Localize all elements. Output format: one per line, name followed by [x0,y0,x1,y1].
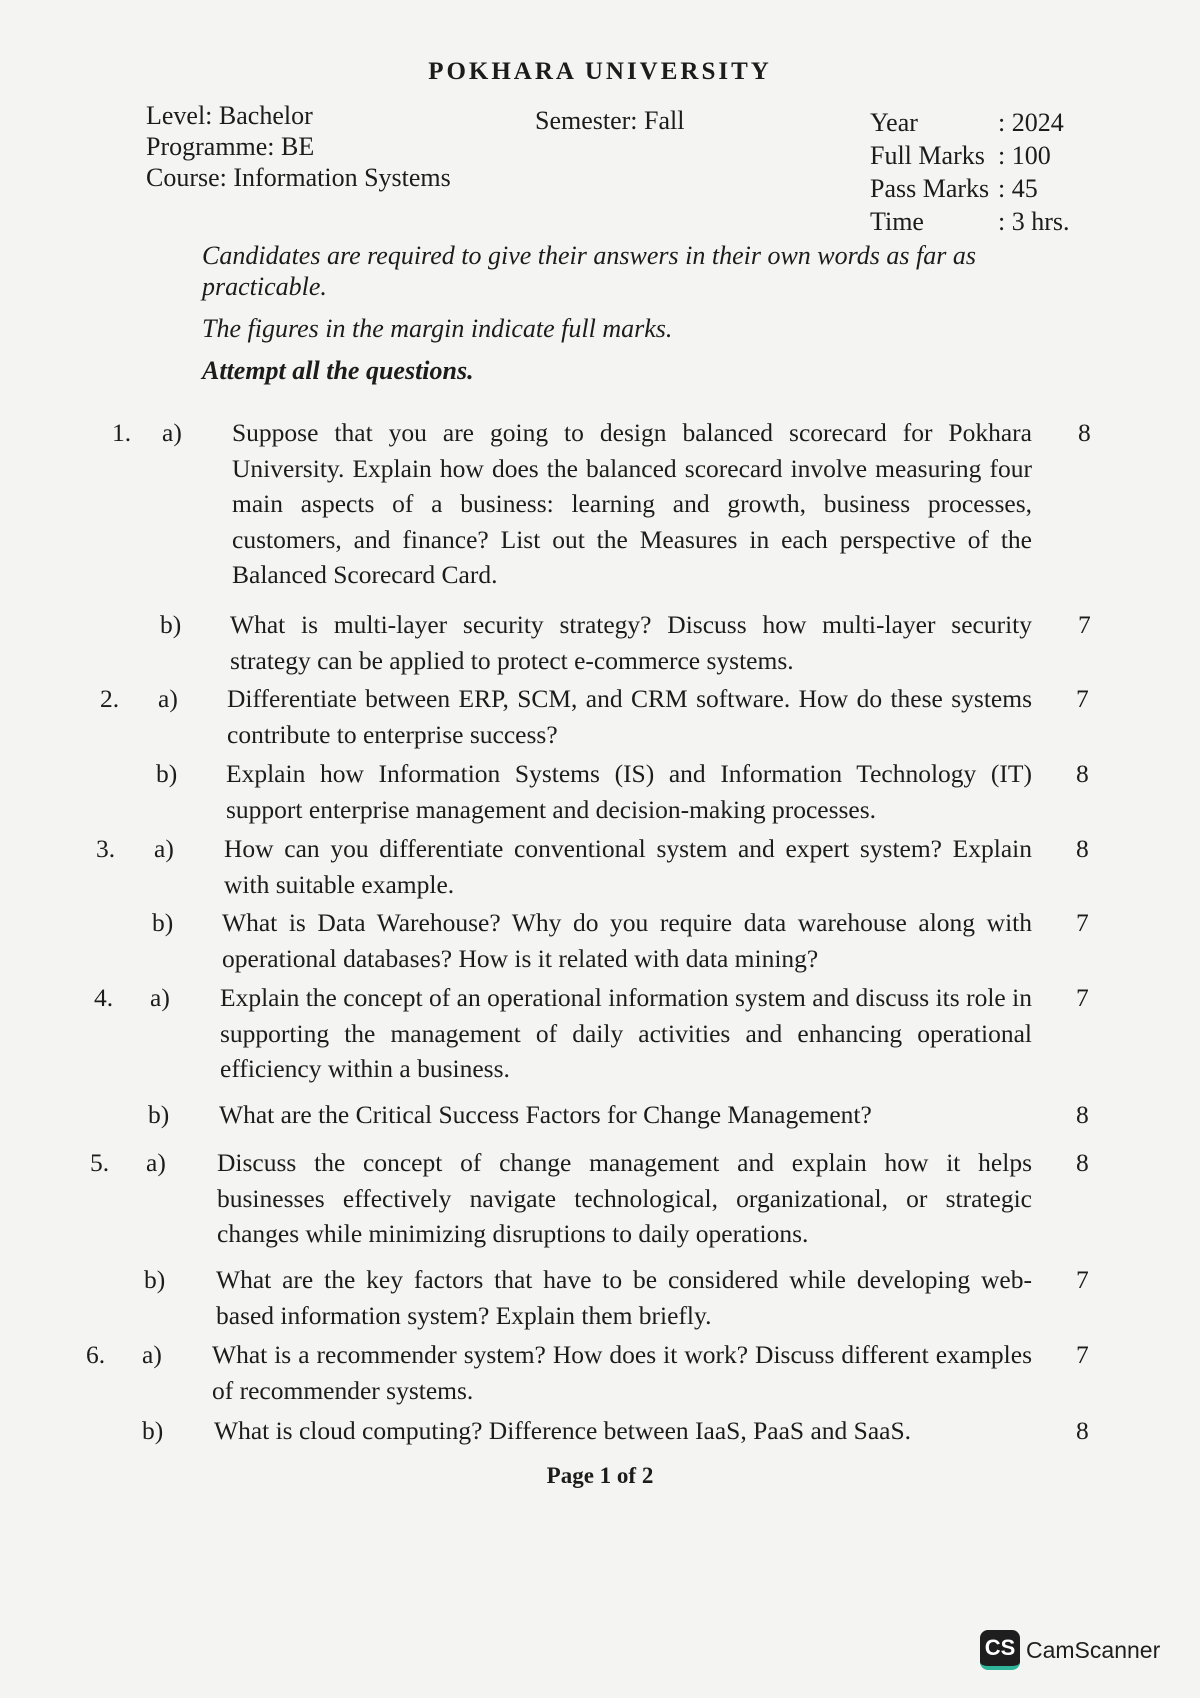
year-value: : 2024 [998,108,1064,137]
question-text: Explain the concept of an operational information system and discuss its role in supporting the management of daily activities and enhancing operational efficiency within a business. [220,983,1032,1083]
time-label: Time [870,207,924,236]
question-number: 2. [100,684,120,713]
question-text: Discuss the concept of change management and explain how it helps businesses effectively navigate technological, organizational, or strategic changes while minimizing disruptions to daily operations. [217,1148,1032,1248]
question-part: a) [162,418,182,447]
semester: Semester: Fall [535,106,685,135]
question-part: b) [160,610,182,639]
question-number: 4. [94,983,114,1012]
year-row [870,106,1070,139]
time-row [870,205,1070,238]
level: Level: Bachelor [146,101,313,130]
question-part: b) [156,759,178,788]
programme: Programme: BE [146,132,315,161]
question-marks: 7 [1076,983,1089,1012]
question-part: b) [144,1265,166,1294]
pass-marks-row [870,172,1070,205]
question-marks: 8 [1078,418,1091,447]
camscanner-logo-icon: CS [980,1630,1020,1670]
question-part: a) [150,983,170,1012]
question-part: b) [142,1416,164,1445]
year-label: Year [870,108,918,137]
question-part: a) [154,834,174,863]
question-text: How can you differentiate conventional system and expert system? Explain with suitable example. [224,834,1032,899]
question-part: a) [158,684,178,713]
pass-marks-label: Pass Marks [870,174,990,203]
question-marks: 8 [1076,759,1089,788]
question-part: a) [142,1340,162,1369]
page-number: Page 1 of 2 [546,1463,654,1488]
question-text: What are the Critical Success Factors for Change Management? [219,1100,872,1129]
question-number: 1. [112,418,132,447]
question-text: What is multi-layer security strategy? Discuss how multi-layer security strategy can be applied to protect e-commerce systems. [230,610,1032,675]
question-text: Suppose that you are going to design balanced scorecard for Pokhara University. Explain how does the balanced scorecard involve measuring four main aspects of a business: learning and growth, business processes, customers, and finance? List out the Measures in each perspective of the Balanced Scorecard Card. [232,418,1032,589]
question-text: What is cloud computing? Difference between IaaS, PaaS and SaaS. [214,1416,912,1445]
question-marks: 8 [1076,1416,1089,1445]
question-number: 6. [86,1340,106,1369]
question-marks: 8 [1076,834,1089,863]
question-text: What is Data Warehouse? Why do you require data warehouse along with operational databases? How is it related with data mining? [222,908,1032,973]
question-marks: 7 [1076,1340,1089,1369]
question-marks: 8 [1076,1148,1089,1177]
instruction-attempt-all: Attempt all the questions. [202,356,474,385]
question-part: b) [152,908,174,937]
header-left [146,100,451,193]
question-text: Differentiate between ERP, SCM, and CRM software. How do these systems contribute to enterprise success? [227,684,1032,749]
time-value: : 3 hrs. [998,207,1070,236]
question-marks: 7 [1076,684,1089,713]
question-part: a) [146,1148,166,1177]
question-marks: 7 [1076,1265,1089,1294]
question-part: b) [148,1100,170,1129]
question-text: What is a recommender system? How does it work? Discuss different examples of recommender systems. [212,1340,1032,1405]
question-text: Explain how Information Systems (IS) and Information Technology (IT) support enterprise management and decision-making processes. [226,759,1032,824]
question-marks: 7 [1078,610,1091,639]
pass-marks-value: : 45 [998,174,1038,203]
full-marks-label: Full Marks [870,141,985,170]
question-marks: 7 [1076,908,1089,937]
full-marks-value: : 100 [998,141,1051,170]
question-text: What are the key factors that have to be considered while developing web-based information system? Explain them briefly. [216,1265,1032,1330]
instruction-margin-marks: The figures in the margin indicate full marks. [202,314,673,343]
camscanner-watermark [980,1630,1160,1670]
course: Course: Information Systems [146,163,451,192]
instruction-own-words: Candidates are required to give their answers in their own words as far as practicable. [202,241,976,301]
question-marks: 8 [1076,1100,1089,1129]
header-right [870,106,1070,238]
instructions [202,240,1042,397]
full-marks-row [870,139,1070,172]
university-title: POKHARA UNIVERSITY [428,58,772,85]
camscanner-text: CamScanner [1026,1636,1161,1663]
question-number: 5. [90,1148,110,1177]
question-number: 3. [96,834,116,863]
